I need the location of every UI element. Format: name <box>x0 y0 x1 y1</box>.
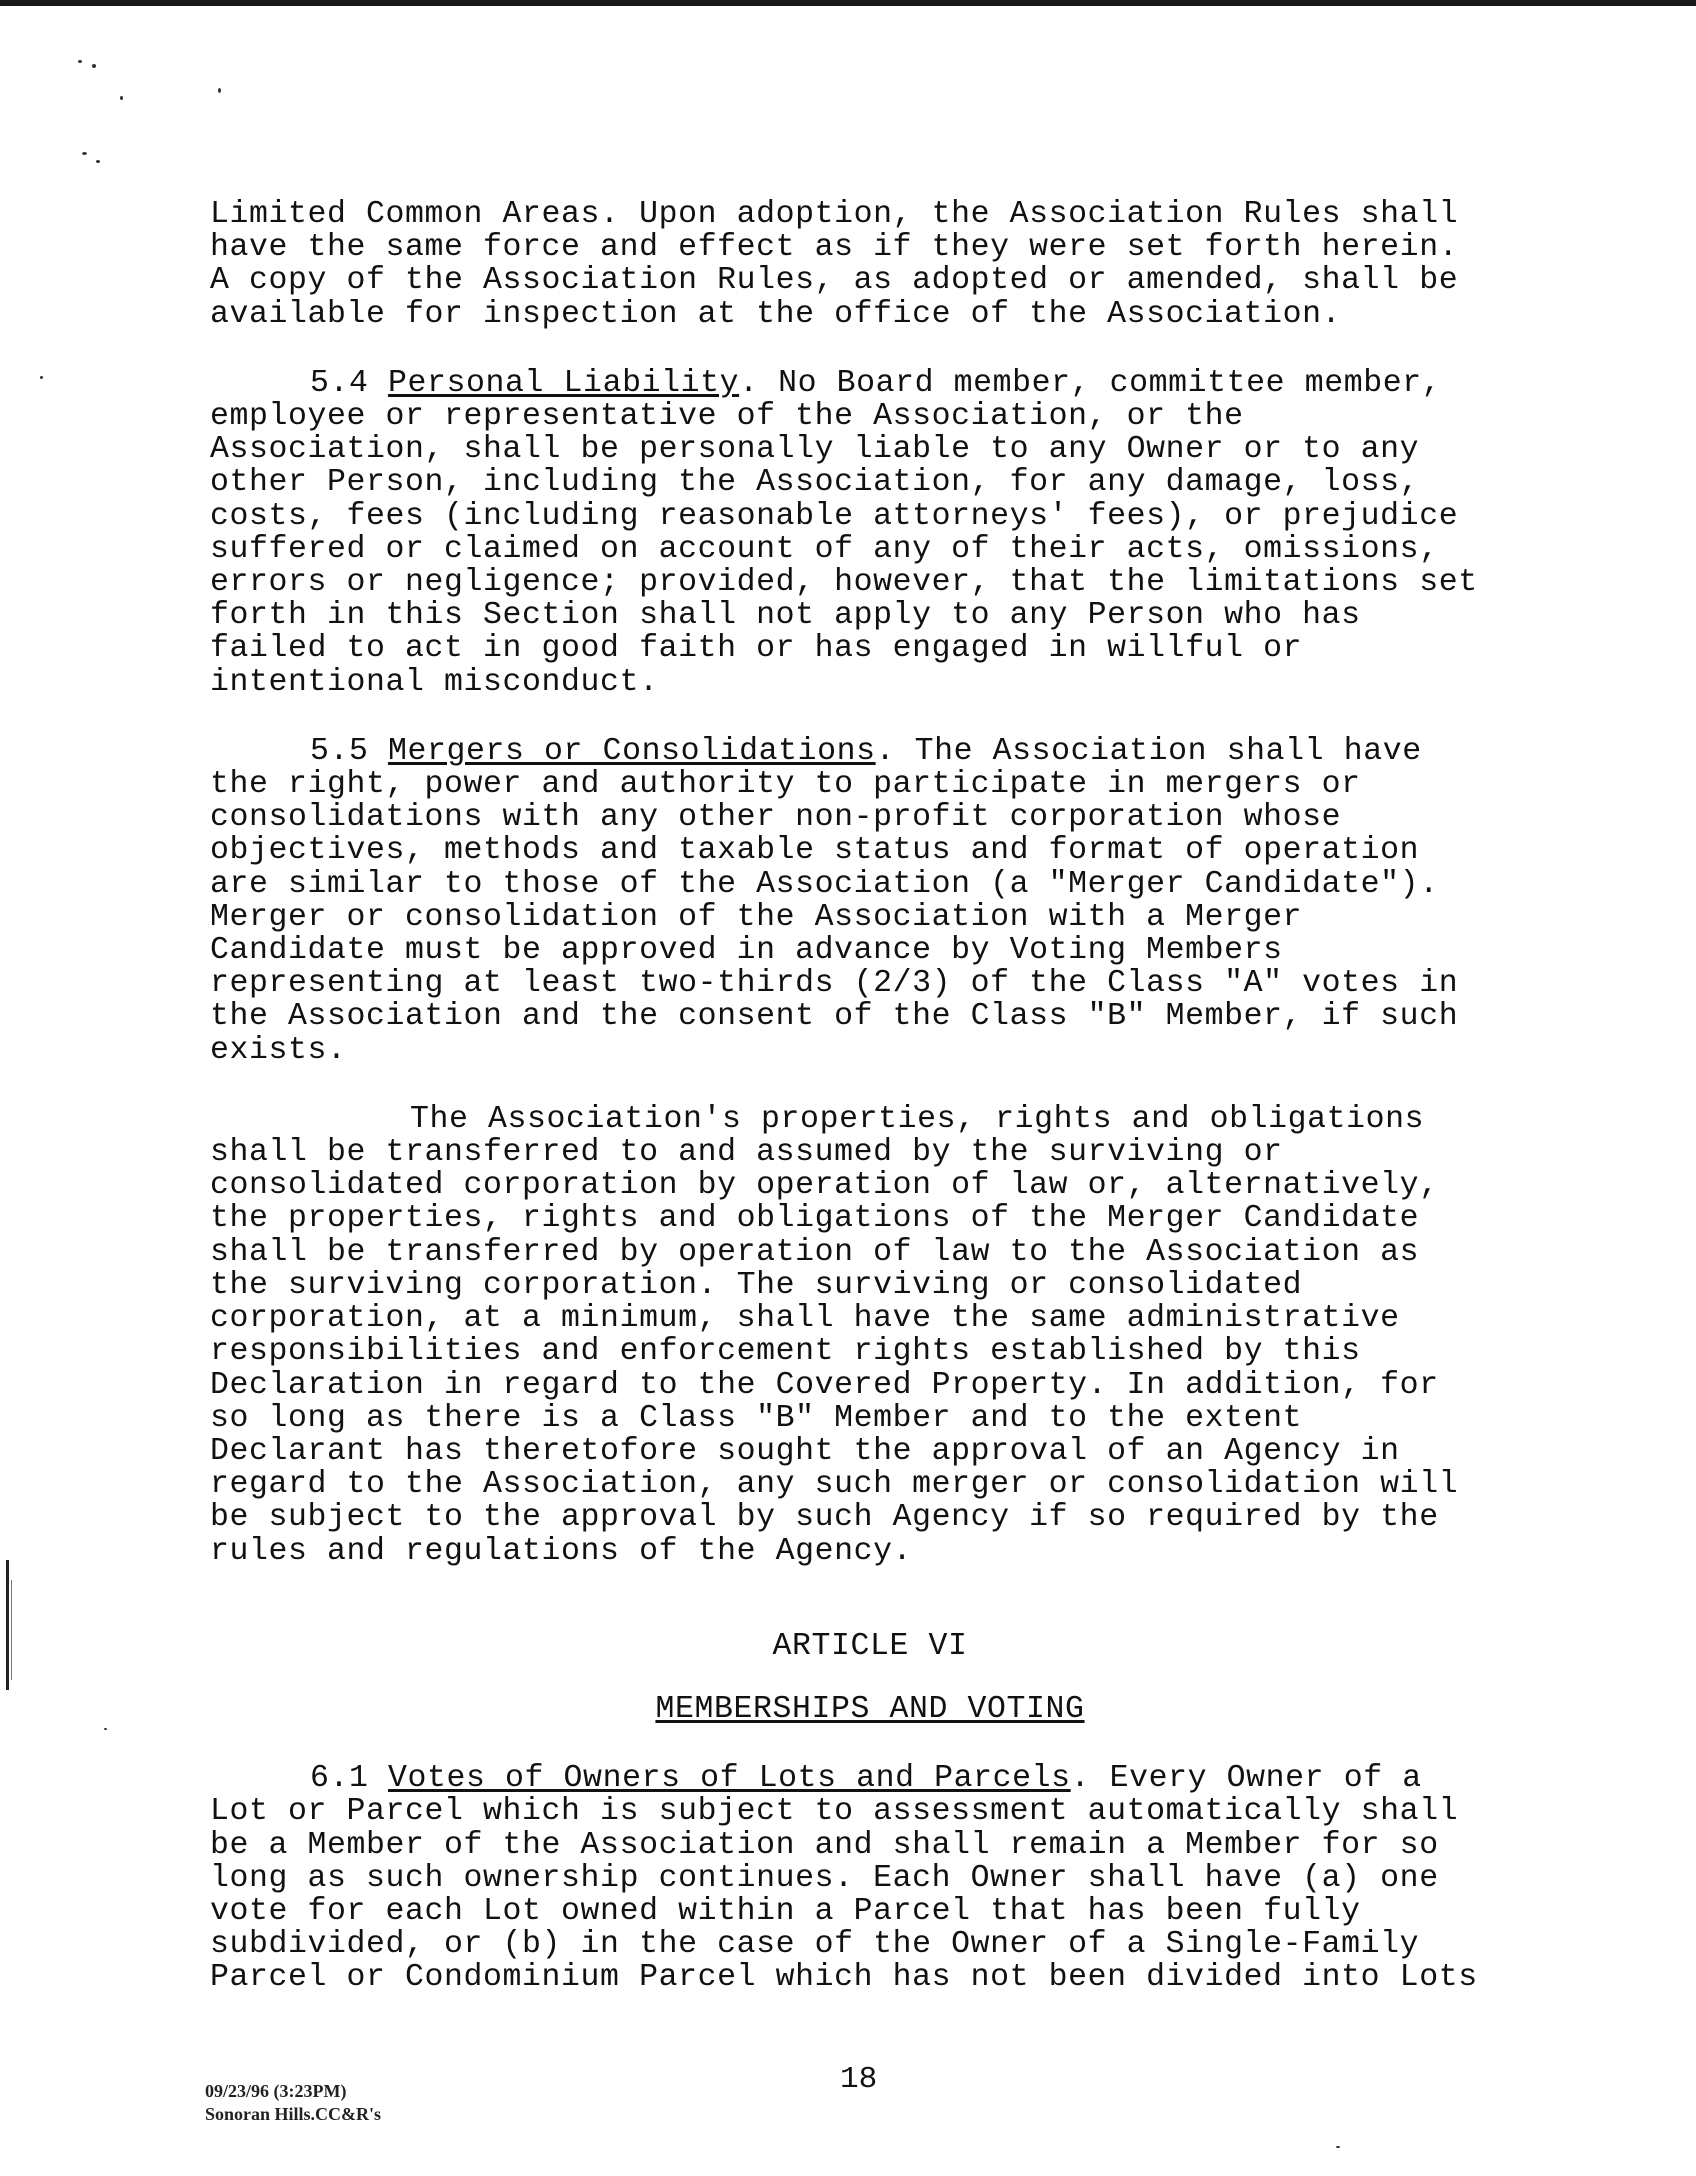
section-title: Votes of Owners of Lots and Parcels <box>388 1761 1071 1797</box>
section-number: 5.4 <box>310 365 369 401</box>
footer-date: 09/23/96 (3:23PM) <box>205 2081 347 2101</box>
scan-top-edge <box>0 0 1696 6</box>
section-6-1: 6.1 Votes of Owners of Lots and Parcels. Every Owner of a Lot or Parcel which is subject to assessment automatically shall be a Member of the Association and shall remain a Member for so long as such ownership continues. Each Owner shall have (a) one vote for each Lot owned within a Parcel that has been fully subdivided, or (b) in the case of the Owner of a Single-Family Parcel or Condominium Parcel which has not been divided into Lots <box>210 1761 1478 1996</box>
section-title: Mergers or Consolidations <box>388 733 876 769</box>
scan-speck <box>82 152 87 155</box>
footer-filename: Sonoran Hills.CC&R's <box>205 2104 382 2124</box>
article-heading <box>210 1693 1530 1726</box>
scan-speck <box>218 88 221 93</box>
scan-speck <box>120 96 123 100</box>
scan-left-edge-mark <box>6 1560 9 1690</box>
scan-speck <box>40 376 43 379</box>
section-5-4: 5.4 Personal Liability. No Board member, committee member, employee or representative of the Association, or the Association, shall be personally liable to any Owner or to any other Person, including the Association, for any damage, loss, costs, fees (including reasonable attorneys' fees), or prejudice suffered or claimed on account of any of their acts, omissions, errors or negligence; provided, however, that the limitations set forth in this Section shall not apply to any Person who has failed to act in good faith or has engaged in willful or intentional misconduct. <box>210 365 1478 700</box>
page-number: 18 <box>840 2062 878 2097</box>
section-5-5: 5.5 Mergers or Consolidations. The Association shall have the right, power and authority to participate in mergers or consolidations with any other non-profit corporation whose objectives, methods and taxable status and format of operation are similar to those of the Association (a "Merger Candidate"). Merger or consolidation of the Association with a Merger Candidate must be approved in advance by Voting Members representing at least two-thirds (2/3) of the Class "A" votes in the Association and the consent of the Class "B" Member, if such exists. <box>210 733 1459 1068</box>
section-text: Every Owner of a Lot or Parcel which is subject to assessment automatically shall be a Member of the Association and shall remain a Member for so long as such ownership continues. Each Owner shall have (a) one vote for each Lot owned within a Parcel that has been fully subdivided, or (b) in the case of the Owner of a Single-Family Parcel or Condominium Parcel which has not been divided into Lots <box>210 1761 1478 1996</box>
section-title: Personal Liability <box>388 365 740 401</box>
document-body <box>210 198 1530 1995</box>
article-label: ARTICLE VI <box>772 1628 968 1664</box>
scan-speck <box>96 160 100 163</box>
scan-speck <box>78 60 82 63</box>
section-number: 6.1 <box>310 1761 369 1797</box>
scan-speck <box>104 1728 107 1730</box>
article-heading-text: MEMBERSHIPS AND VOTING <box>655 1691 1085 1727</box>
footer-info <box>205 2080 381 2126</box>
section-number: 5.5 <box>310 733 369 769</box>
scan-speck <box>92 64 96 68</box>
continuation-paragraph: Limited Common Areas. Upon adoption, the Association Rules shall have the same force and effect as if they were set forth herein. A copy of the Association Rules, as adopted or amended, shall be available for inspection at the office of the Association. <box>210 197 1459 332</box>
section-text: The Association shall have the right, power and authority to participate in mergers or consolidations with any other non-profit corporation whose objectives, methods and taxable status and format of operation are similar to those of the Association (a "Merger Candidate"). Merger or consolidation of the Association with a Merger Candidate must be approved in advance by Voting Members representing at least two-thirds (2/3) of the Class "A" votes in the Association and the consent of the Class "B" Member, if such exists. <box>210 733 1459 1068</box>
scan-speck <box>1336 2146 1340 2148</box>
section-5-5-paragraph-2 <box>210 1103 1530 1568</box>
section-text: No Board member, committee member, employee or representative of the Association, or the Association, shall be personally liable to any Owner or to any other Person, including the Association, for any damage, loss, costs, fees (including reasonable attorneys' fees), or prejudice suffered or claimed on account of any of their acts, omissions, errors or negligence; provided, however, that the limitations set forth in this Section shall not apply to any Person who has failed to act in good faith or has engaged in willful or intentional misconduct. <box>210 365 1478 700</box>
scan-left-edge-mark-thin <box>11 1580 12 1680</box>
section-text: The Association's properties, rights and obligations shall be transferred to and assumed by the surviving or consolidated corporation by operation of law or, alternatively, the properties, rights and obligations of the Merger Candidate shall be transferred by operation of law to the Association as the surviving corporation. The surviving or consolidated corporation, at a minimum, shall have the same administrative responsibilities and enforcement rights established by this Declaration in regard to the Covered Property. In addition, for so long as there is a Class "B" Member and to the extent Declarant has theretofore sought the approval of an Agency in regard to the Association, any such merger or consolidation will be subject to the approval by such Agency if so required by the rules and regulations of the Agency. <box>210 1101 1459 1569</box>
